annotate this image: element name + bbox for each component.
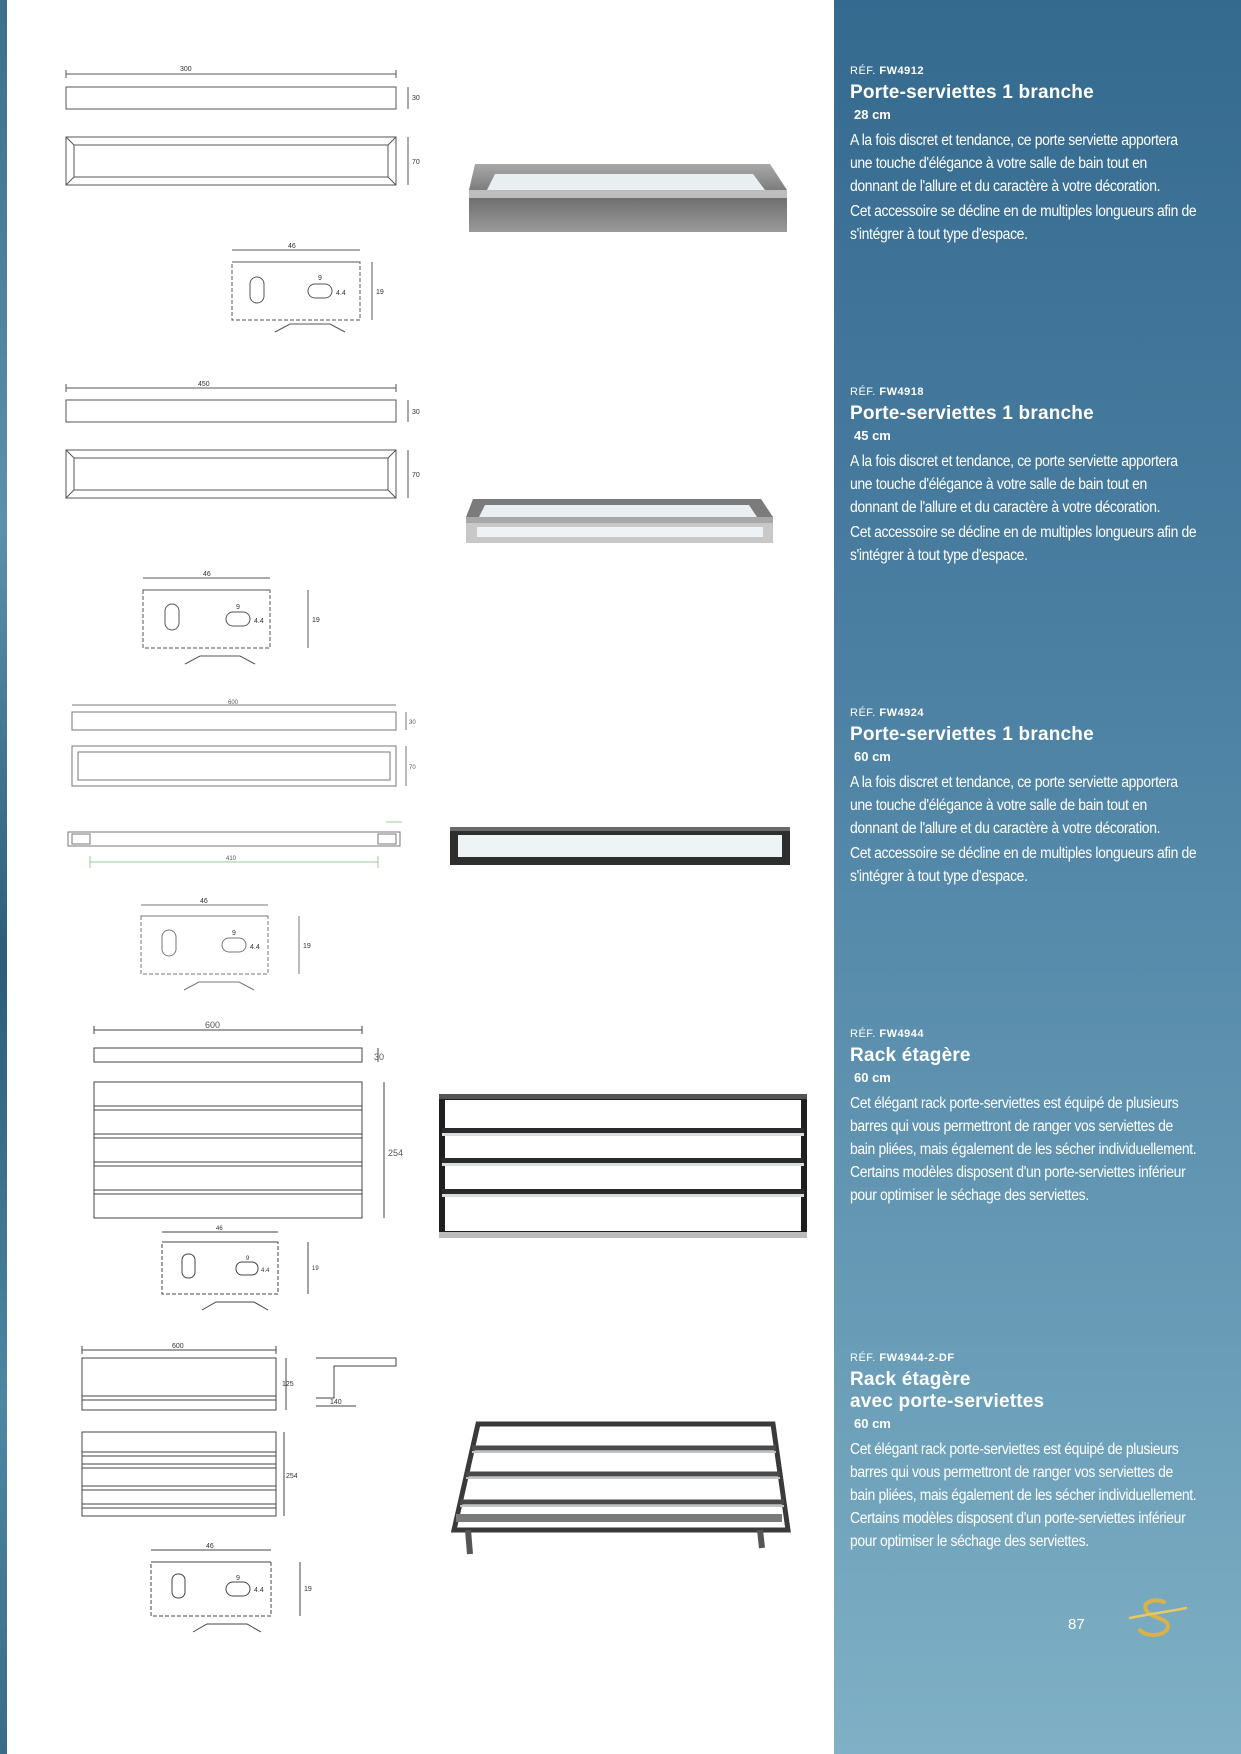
product-info-fw4924 <box>850 706 1195 888</box>
product-photo-fw4912 <box>465 160 790 238</box>
product-description: A la fois discret et tendance, ce porte serviette apportera une touche d'élégance à votre salle de bain tout en donnant de l'allure et du caractère à votre décoration. <box>850 774 1178 837</box>
product-info-fw4912 <box>850 64 1195 246</box>
dim-slot-height: 4.4 <box>254 618 264 625</box>
dim-length: 300 <box>180 66 192 73</box>
technical-drawing-fw4912 <box>60 62 420 342</box>
technical-drawing-fw4918 <box>60 382 420 672</box>
product-title: Porte-serviettes 1 branche <box>850 724 1094 745</box>
product-reference <box>850 1027 1195 1041</box>
product-title: Porte-serviettes 1 branche <box>850 403 1094 424</box>
product-description-extra: Cet accessoire se décline en de multiples longueurs afin de s'intégrer à tout type d'espace. <box>850 203 1197 243</box>
ref-label: RÉF. <box>850 1028 876 1040</box>
product-description: Cet élégant rack porte-serviettes est équipé de plusieurs barres qui vous permettront de ranger vos serviettes de bain pliées, mais également de les sécher individuellement. Certains modèles disposent d'un porte-serviettes inférieur pour optimiser le séchage des serviettes. <box>850 1441 1197 1550</box>
technical-drawing-fw4944 <box>90 1020 404 1322</box>
ref-code: FW4912 <box>879 65 924 77</box>
dim-bracket-height: 19 <box>312 1266 319 1272</box>
dim-side: 140 <box>330 1399 342 1406</box>
product-info-fw4944-2-df <box>850 1351 1195 1553</box>
dim-height: 125 <box>282 1381 294 1388</box>
product-info-fw4918 <box>850 385 1195 567</box>
dim-bracket-width: 46 <box>203 571 211 578</box>
dim-slot-width: 9 <box>318 275 322 282</box>
dim-length: 600 <box>205 1020 221 1030</box>
dim-slot-width: 9 <box>232 930 236 937</box>
product-reference <box>850 1351 1195 1365</box>
dim-slot-height: 4.4 <box>250 944 260 951</box>
ref-code: FW4944-2-DF <box>879 1352 955 1364</box>
dim-bracket-height: 19 <box>312 617 320 624</box>
product-description: Cet élégant rack porte-serviettes est équipé de plusieurs barres qui vous permettront de ranger vos serviettes de bain pliées, mais également de les sécher individuellement. Certains modèles disposent d'un porte-serviettes inférieur pour optimiser le séchage des serviettes. <box>850 1095 1197 1204</box>
dim-slot-height: 4.4 <box>261 1268 270 1274</box>
dim-height: 30 <box>412 95 420 102</box>
ref-code: FW4918 <box>879 386 924 398</box>
ref-label: RÉF. <box>850 65 876 77</box>
page-number: 87 <box>1068 1616 1085 1633</box>
product-title: Rack étagère <box>850 1045 971 1066</box>
dim-slot-width: 9 <box>236 604 240 611</box>
dim-slot-height: 4.4 <box>254 1587 264 1594</box>
product-reference <box>850 706 1195 720</box>
dim-height: 30 <box>409 720 416 726</box>
dim-depth: 254 <box>388 1148 404 1158</box>
brand-logo-icon <box>1124 1596 1188 1640</box>
dim-depth: 254 <box>286 1473 298 1480</box>
dim-bracket-width: 46 <box>200 898 208 905</box>
dim-height: 30 <box>412 409 420 416</box>
product-photo-fw4924 <box>448 825 792 867</box>
product-photo-fw4944 <box>436 1092 810 1240</box>
dim-length: 600 <box>172 1343 184 1350</box>
product-size: 60 cm <box>854 1070 891 1085</box>
dim-bracket-height: 19 <box>376 289 384 296</box>
dim-depth: 70 <box>409 765 416 771</box>
product-title: Rack étagère <box>850 1369 971 1390</box>
product-photo-fw4918 <box>463 495 775 547</box>
dim-bracket-height: 19 <box>303 943 311 950</box>
product-size: 28 cm <box>854 107 891 122</box>
product-reference <box>850 385 1195 399</box>
dim-depth: 70 <box>412 472 420 479</box>
product-title-line-2: avec porte-serviettes <box>850 1391 1045 1412</box>
product-size: 60 cm <box>854 1416 891 1431</box>
product-description: A la fois discret et tendance, ce porte serviette apportera une touche d'élégance à votre salle de bain tout en donnant de l'allure et du caractère à votre décoration. <box>850 453 1178 516</box>
product-description-extra: Cet accessoire se décline en de multiples longueurs afin de s'intégrer à tout type d'espace. <box>850 524 1197 564</box>
ref-label: RÉF. <box>850 707 876 719</box>
product-description: A la fois discret et tendance, ce porte serviette apportera une touche d'élégance à votre salle de bain tout en donnant de l'allure et du caractère à votre décoration. <box>850 132 1178 195</box>
dim-slot-width: 9 <box>236 1575 240 1582</box>
dim-length: 600 <box>228 700 239 706</box>
technical-drawing-fw4924 <box>66 700 416 995</box>
product-info-fw4944 <box>850 1027 1195 1207</box>
technical-drawing-fw4944-2-df <box>76 1340 406 1638</box>
product-description-extra: Cet accessoire se décline en de multiples longueurs afin de s'intégrer à tout type d'espace. <box>850 845 1197 885</box>
dim-bracket-width: 46 <box>206 1543 214 1550</box>
dim-bracket-width: 46 <box>288 243 296 250</box>
ref-code: FW4924 <box>879 707 924 719</box>
dim-depth: 70 <box>412 159 420 166</box>
product-size: 60 cm <box>854 749 891 764</box>
ref-label: RÉF. <box>850 386 876 398</box>
dim-bracket-height: 19 <box>304 1586 312 1593</box>
product-reference <box>850 64 1195 78</box>
dim-height: 30 <box>374 1052 385 1062</box>
dim-slot-width: 9 <box>246 1256 250 1262</box>
dim-slot-height: 4.4 <box>336 290 346 297</box>
dim-length: 450 <box>198 381 210 388</box>
ref-label: RÉF. <box>850 1352 876 1364</box>
product-size: 45 cm <box>854 428 891 443</box>
dim-bracket-width: 46 <box>216 1226 223 1232</box>
left-edge-strip <box>0 0 7 1754</box>
product-photo-fw4944-2-df <box>448 1418 790 1558</box>
product-title: Porte-serviettes 1 branche <box>850 82 1094 103</box>
ref-code: FW4944 <box>879 1028 924 1040</box>
dim-inner: 410 <box>226 856 237 862</box>
